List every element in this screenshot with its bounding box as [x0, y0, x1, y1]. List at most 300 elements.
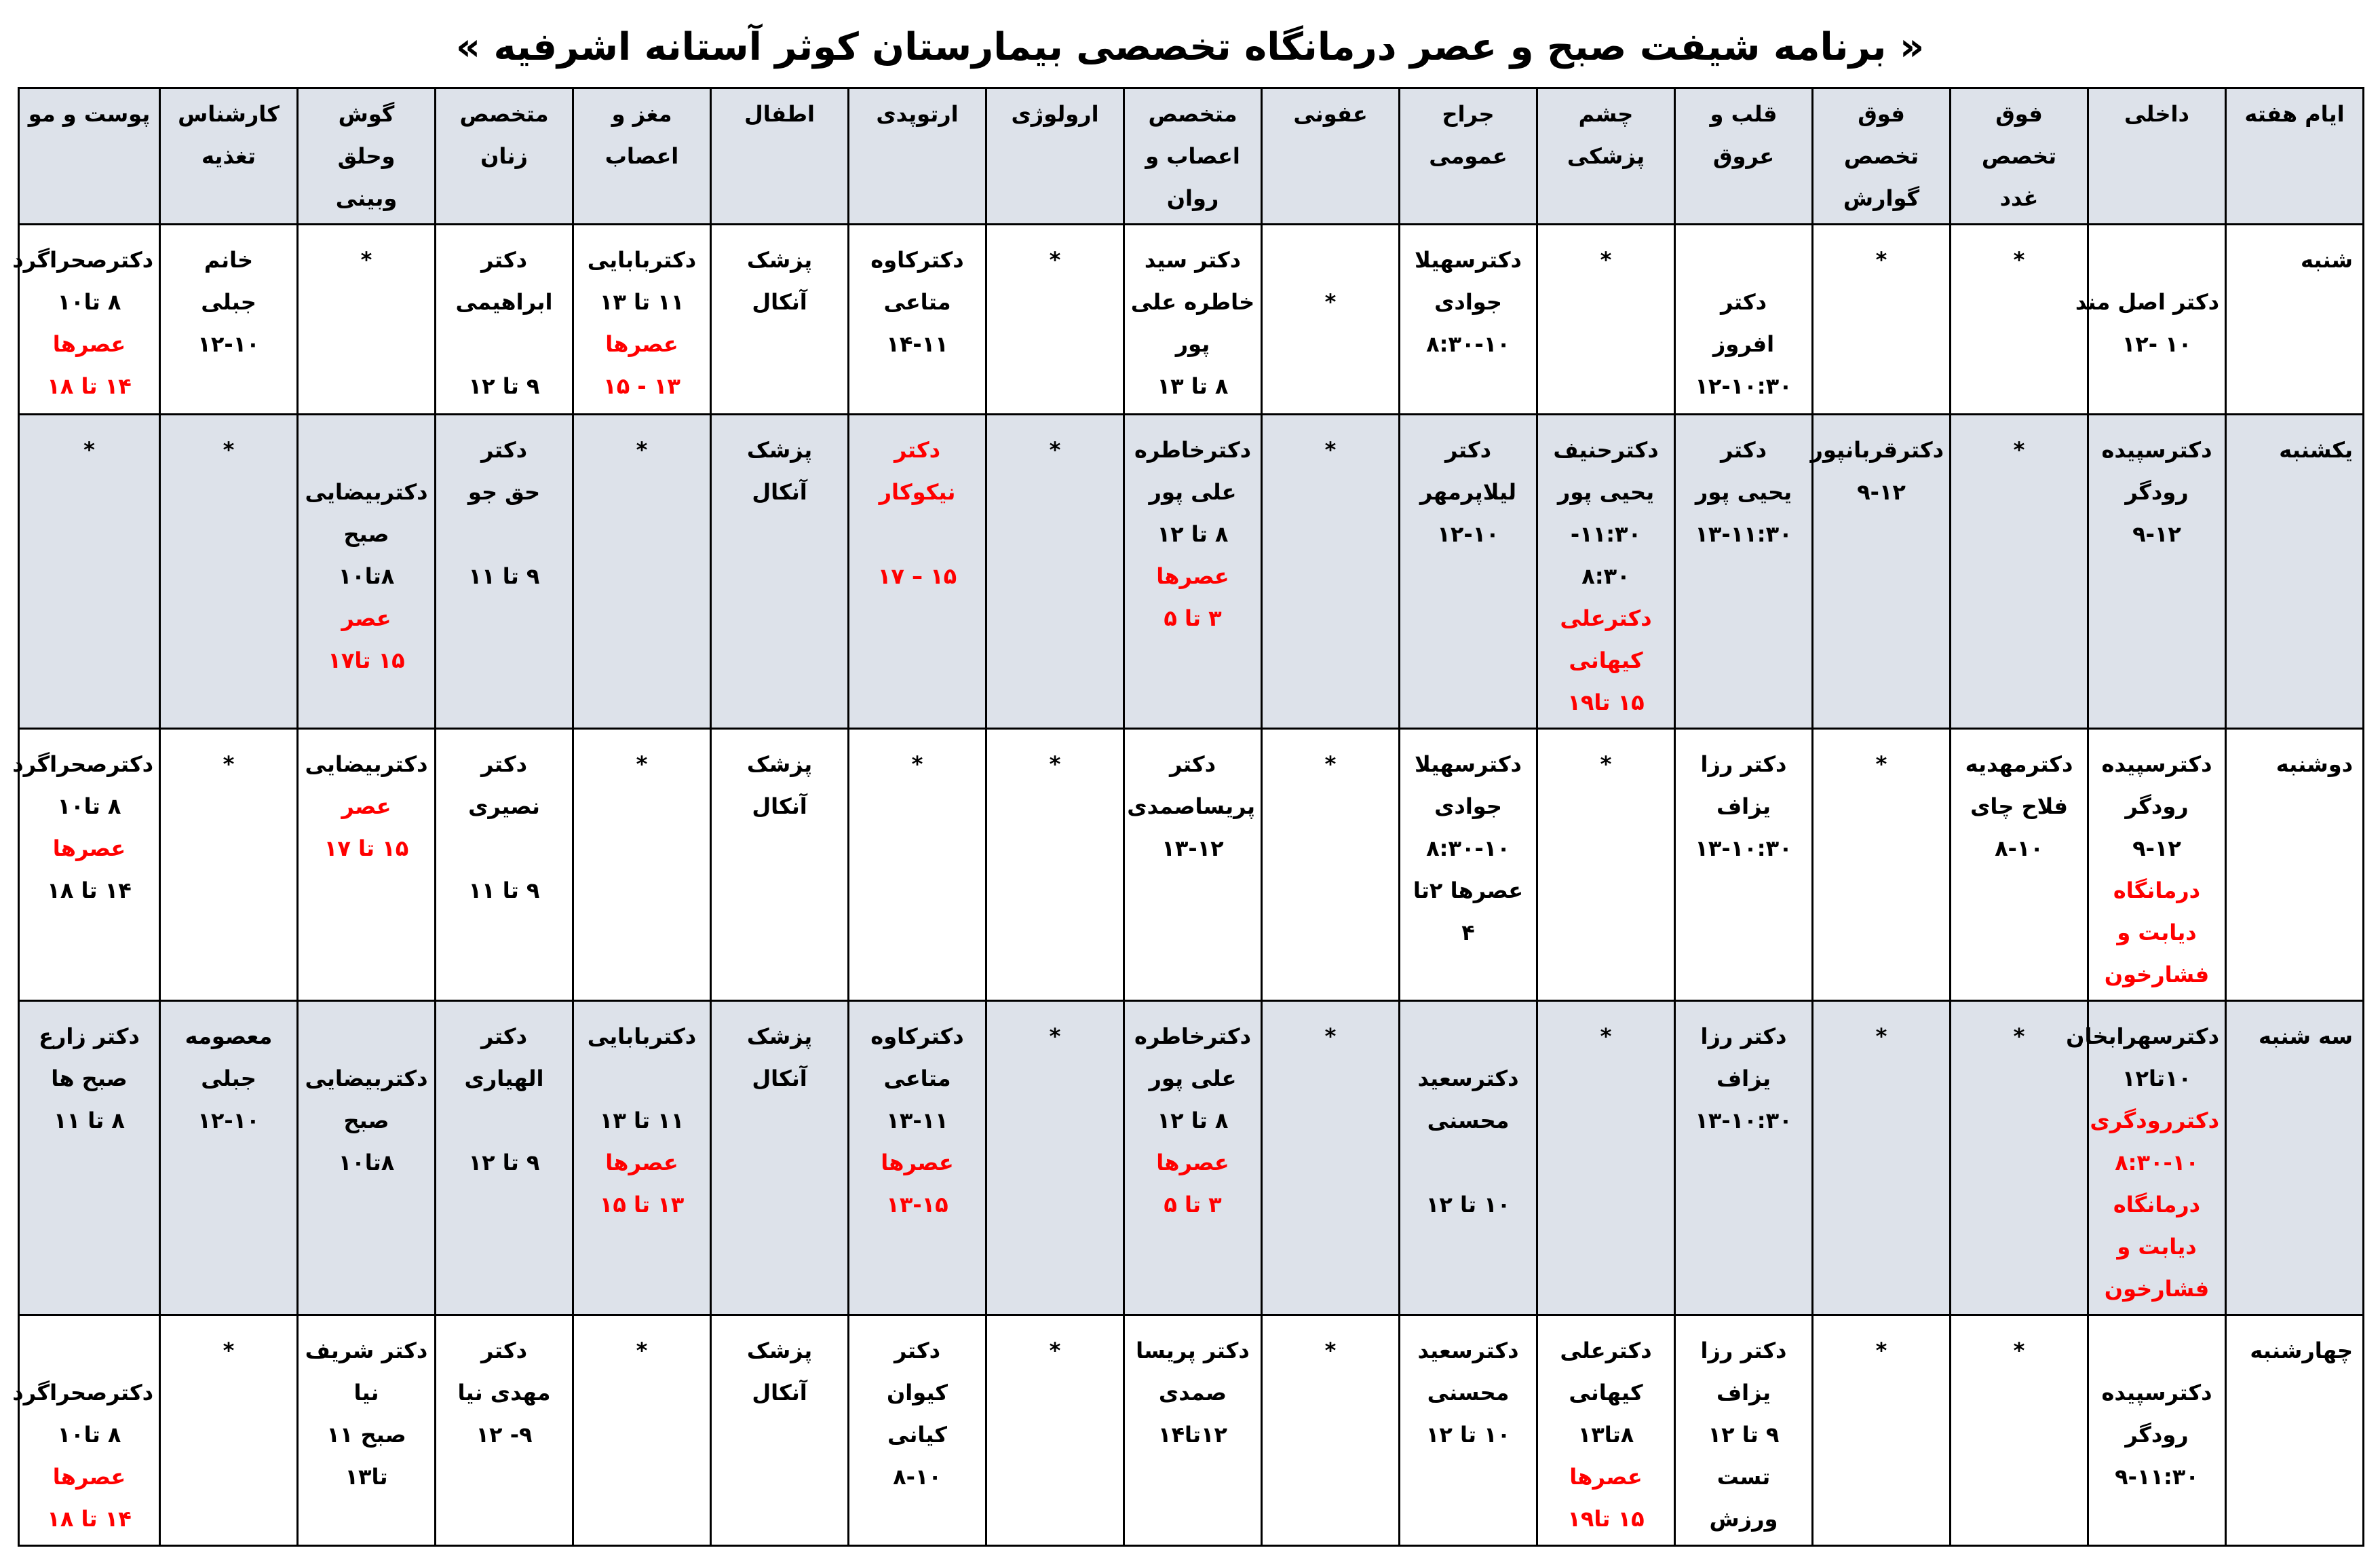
no-shift-marker: *: [2013, 1023, 2025, 1049]
schedule-cell-nutrition: [160, 225, 298, 415]
column-header-text: ارتوپدی: [876, 101, 959, 127]
schedule-cell-urology: [986, 729, 1124, 1001]
shift-text: افروز: [1712, 331, 1775, 357]
shift-text: عصرها: [1156, 563, 1229, 589]
table-body: [12, 225, 2364, 1546]
shift-text: دکتر رزا: [1700, 1338, 1787, 1363]
column-header-text: قلب و: [1710, 101, 1778, 127]
schedule-cell-orthopedics: [849, 1001, 986, 1315]
shift-text: ۸ تا ۱۱: [54, 1108, 125, 1133]
schedule-cell-general_surgery: [1400, 415, 1537, 729]
shift-text: تا۱۳: [345, 1464, 388, 1490]
shift-text: رودگر: [2125, 793, 2189, 819]
column-header-ent: [298, 88, 436, 225]
shift-text: خاطره علی: [1130, 289, 1255, 315]
shift-text: دکتر: [894, 1338, 940, 1363]
shift-text: عصرها: [52, 835, 126, 861]
no-shift-marker: *: [2013, 1338, 2025, 1363]
day-cell: [2226, 415, 2364, 729]
shift-text: دکترخاطره: [1134, 1023, 1251, 1049]
schedule-cell-general_surgery: [1400, 1315, 1537, 1546]
shift-text: تست: [1716, 1464, 1771, 1490]
schedule-cell-psychiatry: [1124, 729, 1262, 1001]
column-header-text: تخصص: [1843, 143, 1919, 169]
shift-text: دکتربابایی: [587, 247, 697, 273]
shift-text: آنکال: [752, 793, 807, 819]
column-header-text: روان: [1166, 185, 1219, 211]
shift-text: ۱۲-۱۰: [197, 331, 260, 357]
shift-text: عصر: [341, 793, 391, 819]
shift-text: صبح: [343, 521, 389, 547]
shift-text: دکتر: [1445, 437, 1491, 463]
schedule-cell-pediatrics: [711, 1001, 849, 1315]
no-shift-marker: *: [1324, 751, 1337, 777]
spacer: [855, 513, 980, 555]
spacer: [442, 323, 567, 365]
shift-text: ابراهیمی: [455, 289, 553, 315]
no-shift-marker: *: [1600, 751, 1612, 777]
shift-text: ۸ تا۱۰: [57, 289, 121, 315]
schedule-cell-pediatrics: [711, 415, 849, 729]
shift-text: ۸ تا ۱۲: [1157, 1108, 1229, 1133]
schedule-cell-cardio: [1675, 415, 1813, 729]
column-header-text: عمومی: [1429, 143, 1508, 169]
table-row: [19, 729, 2364, 1001]
schedule-cell-endocrine: [1951, 225, 2088, 415]
shift-text: دکتر اصل مند: [2075, 289, 2219, 315]
schedule-cell-dermatology: [19, 415, 160, 729]
spacer: [304, 429, 429, 471]
no-shift-marker: *: [636, 751, 648, 777]
schedule-cell-urology: [986, 225, 1124, 415]
shift-text: ۹-۱۲: [2132, 521, 2181, 547]
no-shift-marker: *: [1875, 247, 1887, 273]
table-row: [19, 415, 2364, 729]
spacer: [1406, 1015, 1531, 1057]
schedule-cell-infectious: [1262, 1001, 1400, 1315]
schedule-cell-psychiatry: [1124, 225, 1262, 415]
shift-text: ۹ تا ۱۲: [1708, 1422, 1780, 1448]
column-header-neurology: [573, 88, 711, 225]
shift-text: یزاف: [1716, 1066, 1771, 1091]
shift-text: دکتربابایی: [587, 1023, 697, 1049]
shift-text: علی پور: [1149, 1066, 1237, 1091]
shift-text: عصرها: [1156, 1150, 1229, 1175]
schedule-cell-ent: [298, 1315, 436, 1546]
no-shift-marker: *: [223, 1338, 235, 1363]
header-row: [19, 88, 2364, 225]
column-header-text: چشم: [1578, 101, 1634, 127]
shift-text: معصومه: [185, 1023, 273, 1049]
shift-text: دکترسهیلا: [1415, 751, 1522, 777]
shift-text: ۱۵ تا ۱۷: [324, 835, 409, 861]
shift-text: دکترصحراگرد: [12, 247, 153, 273]
shift-text: پزشک: [746, 437, 813, 463]
shift-text: ۸تا۱۰: [338, 1150, 395, 1175]
column-header-text: داخلی: [2124, 101, 2189, 127]
shift-text: ۴: [1461, 920, 1475, 945]
shift-text: صمدی: [1158, 1380, 1227, 1406]
shift-text: ۸-۱۰: [1995, 835, 2043, 861]
shift-text: حق جو: [467, 479, 541, 505]
spacer: [304, 1015, 429, 1057]
shift-text: فلاح چای: [1970, 793, 2068, 819]
column-header-text: فوق: [1995, 101, 2043, 127]
shift-text: متاعی: [883, 1066, 951, 1091]
shift-text: ۱۳-۱۱: [886, 1108, 948, 1133]
schedule-cell-orthopedics: [849, 415, 986, 729]
shift-text: دکترسپیده: [2101, 751, 2212, 777]
shift-text: دکتر: [481, 437, 527, 463]
day-label: چهارشنبه: [2250, 1338, 2353, 1363]
no-shift-marker: *: [1324, 437, 1337, 463]
no-shift-marker: *: [2013, 247, 2025, 273]
shift-text: الهیاری: [464, 1066, 544, 1091]
shift-text: دکترقربانپور: [1810, 437, 1944, 463]
schedule-cell-infectious: [1262, 225, 1400, 415]
shift-text: دکترخاطره: [1134, 437, 1251, 463]
shift-text: دکتر: [481, 751, 527, 777]
schedule-cell-dermatology: [12, 1315, 160, 1546]
schedule-cell-endocrine: [1951, 1315, 2088, 1546]
shift-text: دکتر: [481, 247, 527, 273]
spacer: [442, 827, 567, 869]
shift-text: ۱۱ تا ۱۳: [599, 289, 685, 315]
day-label: یکشنبه: [2279, 437, 2353, 463]
table-row: [19, 1001, 2364, 1315]
shift-text: ۱۲-۱۰: [1437, 521, 1499, 547]
shift-text: صبح: [343, 1108, 389, 1133]
schedule-cell-gynecology: [436, 225, 573, 415]
day-cell: [2226, 1001, 2364, 1315]
shift-text: محسنی: [1427, 1108, 1510, 1133]
schedule-cell-neurology: [573, 1315, 711, 1546]
shift-text: ۱۰تا۱۲: [2122, 1066, 2192, 1091]
schedule-cell-gastro: [1813, 225, 1951, 415]
shift-text: ۱۳ تا ۱۵: [599, 1192, 685, 1218]
schedule-cell-ent: [298, 225, 436, 415]
shift-text: پزشک: [746, 1023, 813, 1049]
shift-text: دکتر: [1721, 437, 1767, 463]
schedule-cell-internal: [2088, 1315, 2226, 1546]
schedule-cell-infectious: [1262, 1315, 1400, 1546]
schedule-cell-gynecology: [436, 415, 573, 729]
shift-text: نیکوکار: [879, 479, 956, 505]
shift-text: کیوان: [886, 1380, 948, 1406]
shift-text: ۹ تا ۱۲: [468, 1150, 540, 1175]
shift-text: خانم: [204, 247, 254, 273]
shift-text: ۸تا۱۳: [1577, 1422, 1634, 1448]
schedule-cell-dermatology: [19, 1001, 160, 1315]
shift-text: دیابت و: [2117, 920, 2197, 945]
spacer: [1268, 239, 1393, 281]
schedule-cell-gastro: [1813, 1315, 1951, 1546]
shift-text: ورزش: [1709, 1506, 1778, 1532]
spacer: [25, 1330, 153, 1372]
shift-text: یحیی پور: [1557, 479, 1655, 505]
shift-text: ۸:۳۰: [1581, 563, 1630, 589]
column-header-gynecology: [436, 88, 573, 225]
shift-text: ۹ تا ۱۱: [468, 563, 540, 589]
shift-text: ۱۳-۱۰:۳۰: [1695, 1108, 1792, 1133]
shift-text: ۱۱ تا ۱۳: [599, 1108, 685, 1133]
no-shift-marker: *: [911, 751, 923, 777]
schedule-cell-neurology: [573, 729, 711, 1001]
shift-text: ۱۰ تا ۱۲: [1425, 1192, 1511, 1218]
column-header-infectious: [1262, 88, 1400, 225]
shift-text: آنکال: [752, 479, 807, 505]
shift-text: رودگر: [2125, 1422, 2189, 1448]
shift-text: دکتر زارع: [39, 1023, 140, 1049]
shift-text: ۸ تا ۱۲: [1157, 521, 1229, 547]
column-header-text: گوارش: [1843, 185, 1920, 211]
column-header-text: کارشناس: [178, 101, 280, 127]
schedule-cell-psychiatry: [1124, 415, 1262, 729]
shift-text: ۱۳ - ۱۵: [603, 373, 680, 399]
shift-text: ۸ تا۱۰: [57, 1422, 121, 1448]
spacer: [2094, 239, 2219, 281]
shift-text: عصر: [341, 605, 391, 631]
shift-text: عصرها ۲تا: [1413, 878, 1524, 903]
spacer: [442, 513, 567, 555]
shift-text: ۱۵ تا۱۹: [1567, 1506, 1645, 1532]
schedule-cell-ophthalmology: [1537, 1315, 1675, 1546]
shift-text: فشارخون: [2104, 1276, 2210, 1302]
shift-text: دکترسعید: [1417, 1066, 1519, 1091]
schedule-cell-gastro: [1810, 415, 1951, 729]
day-label: سه شنبه: [2258, 1023, 2353, 1049]
column-header-text: ایام هفته: [2244, 101, 2345, 127]
shift-text: دکتربیضایی: [305, 479, 428, 505]
schedule-cell-urology: [986, 415, 1124, 729]
schedule-cell-general_surgery: [1400, 225, 1537, 415]
column-header-text: پزشکی: [1567, 143, 1645, 169]
schedule-cell-psychiatry: [1124, 1001, 1262, 1315]
table-row: [19, 225, 2364, 415]
shift-text: دکتربیضایی: [305, 1066, 428, 1091]
column-header-psychiatry: [1124, 88, 1262, 225]
shift-text: عصرها: [605, 1150, 678, 1175]
shift-text: کیانی: [887, 1422, 948, 1448]
no-shift-marker: *: [360, 247, 372, 273]
shift-text: ۳ تا ۵: [1164, 1192, 1222, 1218]
schedule-cell-ophthalmology: [1537, 225, 1675, 415]
schedule-cell-pediatrics: [711, 225, 849, 415]
schedule-cell-pediatrics: [711, 729, 849, 1001]
no-shift-marker: *: [1049, 1338, 1061, 1363]
shift-text: ۸:۳۰-۱۰: [1426, 331, 1510, 357]
shift-text: مهدی نیا: [457, 1380, 551, 1406]
shift-text: آنکال: [752, 1066, 807, 1091]
shift-text: ۱۵ تا۱۷: [328, 647, 405, 673]
shift-text: ۹ تا ۱۱: [468, 878, 540, 903]
shift-text: دکترمهدیه: [1965, 751, 2073, 777]
shift-text: ۱۴-۱۱: [886, 331, 948, 357]
shift-text: دکتر پریسا: [1136, 1338, 1250, 1363]
column-header-text: گوش: [338, 101, 395, 127]
shift-text: ۹- ۱۲: [476, 1422, 533, 1448]
no-shift-marker: *: [1324, 289, 1337, 315]
schedule-cell-ophthalmology: [1537, 1001, 1675, 1315]
column-header-text: وبینی: [335, 185, 398, 211]
shift-text: نصیری: [468, 793, 540, 819]
shift-text: ۹-۱۲: [1857, 479, 1906, 505]
shift-text: دکترسپیده: [2101, 1380, 2212, 1406]
column-header-day: [2226, 88, 2364, 225]
schedule-cell-dermatology: [12, 729, 160, 1001]
schedule-cell-ophthalmology: [1537, 415, 1675, 729]
shift-text: دیابت و: [2117, 1234, 2197, 1260]
schedule-cell-ent: [298, 1001, 436, 1315]
shift-text: دکتر: [1170, 751, 1216, 777]
day-cell: [2226, 729, 2364, 1001]
shift-text: علی پور: [1149, 479, 1237, 505]
shift-text: دکترصحراگرد: [12, 751, 153, 777]
shift-text: دکترسهرابخان: [2066, 1023, 2219, 1049]
no-shift-marker: *: [1049, 1023, 1061, 1049]
schedule-cell-gynecology: [436, 1315, 573, 1546]
schedule-cell-orthopedics: [849, 225, 986, 415]
schedule-cell-general_surgery: [1400, 1001, 1537, 1315]
column-header-ophthalmology: [1537, 88, 1675, 225]
column-header-text: عفونی: [1293, 101, 1368, 127]
column-header-text: تخصص: [1981, 143, 2057, 169]
column-header-text: پوست و مو: [28, 101, 151, 127]
column-header-text: زنان: [480, 143, 528, 169]
schedule-cell-gastro: [1813, 729, 1951, 1001]
schedule-cell-internal: [2075, 225, 2226, 415]
column-header-text: عروق: [1712, 143, 1775, 169]
schedule-cell-internal: [2088, 729, 2226, 1001]
schedule-cell-urology: [986, 1001, 1124, 1315]
shift-text: دکترعلی: [1560, 1338, 1652, 1363]
shift-text: پور: [1175, 331, 1210, 357]
spacer: [1406, 1142, 1531, 1184]
shift-text: دکتر: [1721, 289, 1767, 315]
shift-text: ۳ تا ۵: [1164, 605, 1222, 631]
shift-text: دکتر: [481, 1023, 527, 1049]
schedule-cell-nutrition: [160, 415, 298, 729]
column-header-text: غدد: [1999, 185, 2039, 211]
shift-text: ۱۳-۱۰:۳۰: [1695, 835, 1792, 861]
schedule-cell-cardio: [1675, 1315, 1813, 1546]
schedule-cell-infectious: [1262, 415, 1400, 729]
column-header-general_surgery: [1400, 88, 1537, 225]
shift-text: دکتررودگری: [2090, 1108, 2219, 1133]
shift-text: یحیی پور: [1695, 479, 1792, 505]
shift-text: ۱۲-۱۰: [197, 1108, 260, 1133]
shift-text: جبلی: [201, 1066, 256, 1091]
shift-text: ۱۳-۱۲: [1162, 835, 1224, 861]
shift-text: دکتر: [481, 1338, 527, 1363]
shift-text: پزشک: [746, 247, 813, 273]
column-header-text: اعصاب و: [1145, 143, 1240, 169]
column-header-text: فوق: [1858, 101, 1905, 127]
shift-text: جوادی: [1434, 793, 1502, 819]
shift-text: آنکال: [752, 289, 807, 315]
shift-text: آنکال: [752, 1380, 807, 1406]
column-header-gastro: [1813, 88, 1951, 225]
column-header-text: متخصص: [459, 101, 549, 127]
shift-text: جوادی: [1434, 289, 1502, 315]
shift-text: ۱۰ -۱۲: [2122, 331, 2192, 357]
no-shift-marker: *: [1600, 1023, 1612, 1049]
no-shift-marker: *: [1875, 751, 1887, 777]
no-shift-marker: *: [2013, 437, 2025, 463]
no-shift-marker: *: [1324, 1023, 1337, 1049]
shift-text: دکترسپیده: [2101, 437, 2212, 463]
schedule-cell-gynecology: [436, 729, 573, 1001]
schedule-cell-dermatology: [12, 225, 160, 415]
shift-text: ۱۲تا۱۴: [1157, 1422, 1228, 1448]
shift-text: ۸-۱۰: [893, 1464, 942, 1490]
shift-text: فشارخون: [2104, 962, 2210, 987]
schedule-cell-psychiatry: [1124, 1315, 1262, 1546]
no-shift-marker: *: [1875, 1023, 1887, 1049]
no-shift-marker: *: [636, 437, 648, 463]
schedule-cell-endocrine: [1951, 415, 2088, 729]
shift-text: دکتربیضایی: [305, 751, 428, 777]
column-header-urology: [986, 88, 1124, 225]
shift-text: ۱۰ تا ۱۲: [1425, 1422, 1511, 1448]
spacer: [1681, 239, 1806, 281]
no-shift-marker: *: [636, 1338, 648, 1363]
shift-text: ۱۱:۳۰-: [1570, 521, 1642, 547]
shift-text: پزشک: [746, 1338, 813, 1363]
shift-text: ۱۴ تا ۱۸: [47, 878, 132, 903]
schedule-cell-orthopedics: [849, 1315, 986, 1546]
column-header-cardio: [1675, 88, 1813, 225]
shift-text: عصرها: [605, 331, 678, 357]
shift-text: یزاف: [1716, 1380, 1771, 1406]
no-shift-marker: *: [1049, 247, 1061, 273]
shift-text: دکترحنیف: [1553, 437, 1659, 463]
shift-text: پزشک: [746, 751, 813, 777]
table-row: [19, 1315, 2364, 1546]
shift-text: ۸:۳۰-۱۰: [2115, 1150, 2199, 1175]
shift-text: نیا: [353, 1380, 379, 1406]
shift-text: دکترسعید: [1417, 1338, 1519, 1363]
shift-text: ۱۳-۱۱:۳۰: [1695, 521, 1792, 547]
column-header-dermatology: [19, 88, 160, 225]
schedule-cell-urology: [986, 1315, 1124, 1546]
schedule-cell-neurology: [573, 1001, 711, 1315]
shift-text: دکترسهیلا: [1415, 247, 1522, 273]
column-header-pediatrics: [711, 88, 849, 225]
column-header-text: اطفال: [744, 101, 815, 127]
shift-text: لیلاپرمهر: [1419, 479, 1517, 505]
schedule-cell-internal: [2066, 1001, 2226, 1315]
shift-text: دکتر سید: [1144, 247, 1242, 273]
shift-text: کیهانی: [1569, 1380, 1643, 1406]
shift-text: ۱۳-۱۵: [886, 1192, 948, 1218]
shift-text: صبح ۱۱: [326, 1422, 406, 1448]
clinic-schedule-table: [12, 87, 2364, 1547]
shift-text: جبلی: [201, 289, 256, 315]
shift-text: عصرها: [1569, 1464, 1643, 1490]
schedule-cell-endocrine: [1951, 729, 2088, 1001]
schedule-cell-cardio: [1675, 729, 1813, 1001]
column-header-orthopedics: [849, 88, 986, 225]
day-cell: [2226, 225, 2364, 415]
schedule-cell-infectious: [1262, 729, 1400, 1001]
schedule-cell-gynecology: [436, 1001, 573, 1315]
no-shift-marker: *: [223, 437, 235, 463]
shift-text: صبح ها: [51, 1066, 128, 1091]
schedule-cell-neurology: [573, 415, 711, 729]
no-shift-marker: *: [1875, 1338, 1887, 1363]
shift-text: ۸ تا ۱۳: [1157, 373, 1229, 399]
